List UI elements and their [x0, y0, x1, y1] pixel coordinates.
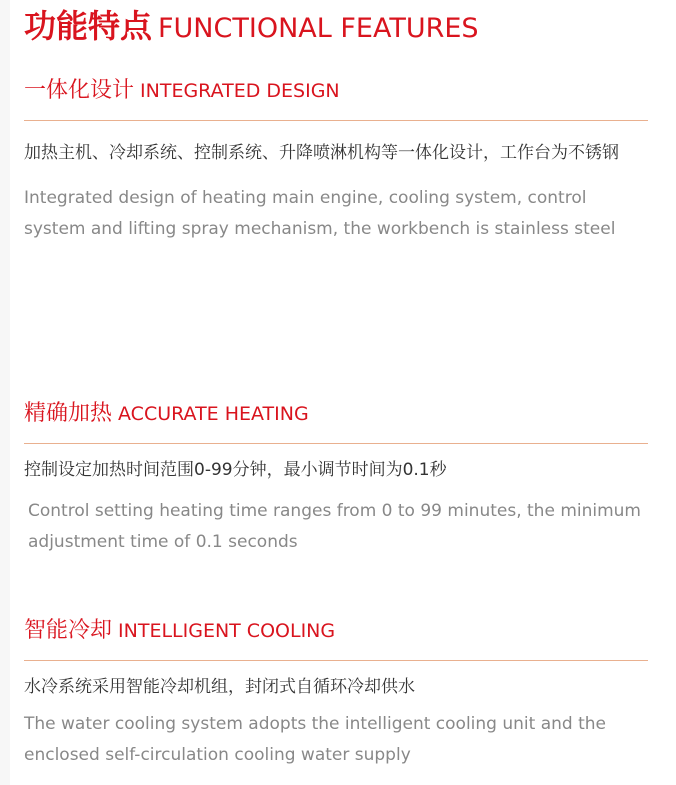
- section-divider: [24, 443, 648, 444]
- section-divider: [24, 120, 648, 121]
- section-text-en: Control setting heating time ranges from 0 to 99 minutes, the minimum adjustment time of 0.1 seconds: [28, 501, 641, 552]
- feature-section-integrated-design: [24, 80, 648, 245]
- page-title: [24, 7, 479, 45]
- section-heading-en: INTEGRATED DESIGN: [140, 80, 340, 102]
- section-text-en: The water cooling system adopts the intelligent cooling unit and the enclosed self-circulation cooling water supply: [24, 714, 606, 765]
- section-text-cn: 控制设定加热时间范围0-99分钟，最小调节时间为0.1秒: [24, 460, 447, 480]
- feature-section-intelligent-cooling: [24, 620, 648, 771]
- section-heading: [24, 80, 648, 108]
- page-title-cn: 功能特点: [24, 7, 153, 45]
- section-heading-cn: 精确加热: [24, 401, 113, 426]
- feature-section-accurate-heating: [24, 403, 648, 558]
- page-title-en: FUNCTIONAL FEATURES: [158, 13, 479, 44]
- section-heading-cn: 一体化设计: [24, 78, 135, 103]
- section-text-en: Integrated design of heating main engine, cooling system, control system and lifting spray mechanism, the workbench is stainless steel: [24, 188, 616, 239]
- section-heading-en: INTELLIGENT COOLING: [118, 620, 336, 642]
- section-text-cn: 加热主机、冷却系统、控制系统、升降喷淋机构等一体化设计，工作台为不锈钢: [24, 143, 619, 163]
- page-side-strip: [0, 0, 10, 785]
- section-heading-cn: 智能冷却: [24, 618, 113, 643]
- section-heading: [24, 620, 648, 648]
- section-text-cn: 水冷系统采用智能冷却机组，封闭式自循环冷却供水: [24, 677, 415, 697]
- section-heading-en: ACCURATE HEATING: [118, 403, 309, 425]
- section-heading: [24, 403, 648, 431]
- section-divider: [24, 660, 648, 661]
